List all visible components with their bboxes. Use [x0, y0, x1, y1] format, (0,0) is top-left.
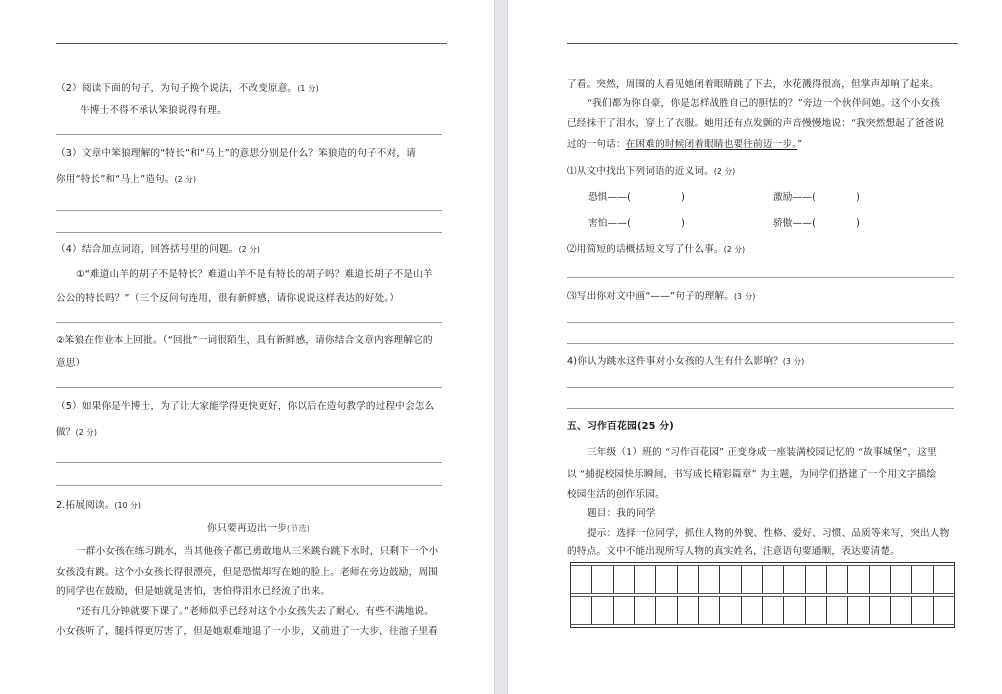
grid-cell[interactable] — [592, 566, 613, 593]
grid-cell[interactable] — [720, 597, 741, 624]
story-paragraph-line: 的同学也在鼓励，但是她就是害怕，害怕得泪水已经流了出来。 — [56, 586, 331, 597]
grid-cell[interactable] — [934, 566, 954, 593]
section-5-intro-line: 校园生活的创作乐园。 — [567, 489, 665, 500]
story-paragraph-line: “还有几分钟就要下课了。”老师似乎已经对这个小女孩失去了耐心，有些不满地说。 — [76, 606, 434, 617]
question-4-sub1-line2: 公公的特长吗？”（三个反问句连用，很有新鲜感，请你说说这样表达的好处。） — [56, 293, 400, 304]
grid-cell[interactable] — [656, 597, 677, 624]
grid-cell[interactable] — [891, 597, 912, 624]
synonym-pair: 激励——( ) — [773, 192, 861, 203]
grid-cell[interactable] — [848, 566, 869, 593]
grid-cell[interactable] — [614, 566, 635, 593]
synonym-pair: 骄傲——( ) — [773, 218, 861, 229]
story-continued-line: “我们都为你自豪，你是怎样战胜自己的胆怯的？”旁边一个伙伴问她。这个小女孩 — [587, 98, 940, 109]
grid-cell[interactable] — [635, 566, 656, 593]
header-rule — [567, 43, 958, 44]
grid-cell[interactable] — [720, 566, 741, 593]
story-continued-line: 了看。突然，周围的人看见她闭着眼睛跳了下去，水花溅得很高，但掌声却响了起来。 — [567, 79, 940, 90]
essay-hint-line: 提示：选择一位同学，抓住人物的外貌、性格、爱好、习惯、品质等来写，突出人物 — [587, 528, 950, 539]
grid-cell[interactable] — [806, 566, 827, 593]
section-5-intro-line: 以 “捕捉校园快乐瞬间，书写成长精彩篇章” 为主题，为同学们搭建了一个用文字描绘 — [567, 469, 937, 480]
writing-grid[interactable] — [570, 562, 955, 628]
question-4-prompt: （4）结合加点词语，回答括号里的问题。(2 分) — [56, 244, 261, 255]
story-continued-line: 已经抹干了泪水，穿上了衣服。她用还有点发颤的声音慢慢地说：“我突然想起了爸爸说 — [567, 118, 945, 129]
grid-cell[interactable] — [656, 566, 677, 593]
grid-cell[interactable] — [742, 597, 763, 624]
synonym-pair: 害怕——( ) — [588, 218, 686, 229]
grid-cell[interactable] — [784, 566, 805, 593]
question-a1-prompt: ⑴从文中找出下列词语的近义词。(2 分) — [567, 166, 736, 177]
grid-cell[interactable] — [571, 566, 592, 593]
answer-line[interactable] — [567, 343, 954, 344]
question-4-sub1-line1: ①“难道山羊的胡子不是特长？难道山羊不是有特长的胡子吗？难道长胡子不是山羊 — [76, 269, 433, 280]
grid-cell[interactable] — [912, 566, 933, 593]
answer-line[interactable] — [56, 485, 442, 486]
question-a3-prompt: ⑶写出你对文中画“——”句子的理解。(3 分) — [567, 291, 756, 302]
question-2-sentence: 牛博士不得不承认笨狼说得有理。 — [80, 105, 227, 116]
question-2-prompt: （2）阅读下面的句子，为句子换个说法，不改变原意。(1 分) — [56, 83, 319, 94]
grid-cell[interactable] — [827, 597, 848, 624]
grid-cell[interactable] — [763, 566, 784, 593]
grid-cell[interactable] — [678, 597, 699, 624]
grid-cell[interactable] — [912, 597, 933, 624]
answer-line[interactable] — [56, 134, 442, 135]
grid-cell[interactable] — [891, 566, 912, 593]
header-rule — [56, 43, 447, 44]
grid-cell[interactable] — [678, 566, 699, 593]
answer-line[interactable] — [56, 322, 442, 323]
grid-cell[interactable] — [934, 597, 954, 624]
essay-topic: 题目：我的同学 — [587, 508, 656, 519]
grid-cell[interactable] — [848, 597, 869, 624]
answer-line[interactable] — [567, 322, 954, 323]
story-paragraph-line: 一群小女孩在练习跳水，当其他孩子都已勇敢地从三米跳台跳下水时，只剩下一个小 — [76, 546, 439, 557]
answer-line[interactable] — [56, 462, 442, 463]
grid-cell[interactable] — [592, 597, 613, 624]
grid-cell[interactable] — [635, 597, 656, 624]
question-a2-prompt: ⑵用简短的话概括短文写了什么事。(2 分) — [567, 244, 746, 255]
underlined-sentence: 在困难的时候闭着眼睛也要往前迈一步。 — [625, 139, 798, 150]
essay-hint-line: 的特点。文中不能出现所写人物的真实姓名，注意语句要通顺，表达要清楚。 — [567, 546, 900, 557]
grid-cell[interactable] — [763, 597, 784, 624]
page-gutter — [494, 0, 508, 694]
grid-cell[interactable] — [614, 597, 635, 624]
story-paragraph-line: 小女孩听了，腿抖得更厉害了，但是她艰难地退了一小步，又前进了一大步，往池子里看 — [56, 626, 438, 637]
grid-cell[interactable] — [742, 566, 763, 593]
story-paragraph-line: 女孩没有跳。这个小女孩长得很漂亮，但是恐慌却写在她的脸上。老师在旁边鼓励，周围 — [56, 567, 438, 578]
answer-line[interactable] — [567, 277, 954, 278]
section-2-heading: 2.拓展阅读。(10 分) — [56, 500, 142, 511]
question-5-line1: （5）如果你是牛博士，为了让大家能学得更快更好，你以后在造句教学的过程中会怎么 — [56, 401, 435, 412]
synonym-pair: 恐惧——( ) — [588, 192, 686, 203]
grid-cell[interactable] — [827, 566, 848, 593]
grid-cell[interactable] — [784, 597, 805, 624]
question-a4-prompt: 4)你认为跳水这件事对小女孩的人生有什么影响？(3 分) — [567, 356, 805, 367]
grid-cell[interactable] — [870, 597, 891, 624]
question-5-line2: 做？(2 分) — [56, 427, 98, 438]
answer-line[interactable] — [56, 387, 442, 388]
section-5-heading: 五、习作百花园(25 分) — [567, 421, 674, 432]
question-4-sub2-line1: ②笨狼在作业本上回批。（“回批”一词很陌生，具有新鲜感，请你结合文章内容理解它的 — [56, 335, 433, 346]
question-3-line1: （3）文章中笨狼理解的“特长”和“马上”的意思分别是什么？笨狼造的句子不对，请 — [56, 148, 416, 159]
grid-cell[interactable] — [571, 597, 592, 624]
answer-line[interactable] — [567, 408, 954, 409]
question-4-sub2-line2: 意思） — [56, 358, 86, 369]
story-continued-line: 过的一句话：在困难的时候闭着眼睛也要往前迈一步。” — [567, 139, 803, 150]
grid-cell[interactable] — [870, 566, 891, 593]
answer-line[interactable] — [567, 387, 954, 388]
grid-cell[interactable] — [699, 566, 720, 593]
grid-cell[interactable] — [806, 597, 827, 624]
section-5-intro-line: 三年级（1）班的 “习作百花园” 正变身成一座装满校园记忆的 “故事城堡”，这里 — [587, 447, 937, 458]
grid-row — [570, 597, 955, 624]
answer-line[interactable] — [56, 210, 442, 211]
answer-line[interactable] — [56, 232, 442, 233]
grid-cell[interactable] — [699, 597, 720, 624]
grid-row — [570, 566, 955, 593]
left-page — [0, 0, 494, 694]
question-3-line2: 你用“特长”和“马上”造句。(2 分) — [56, 174, 197, 185]
story-title: 你只要再迈出一步(节选) — [207, 523, 311, 534]
